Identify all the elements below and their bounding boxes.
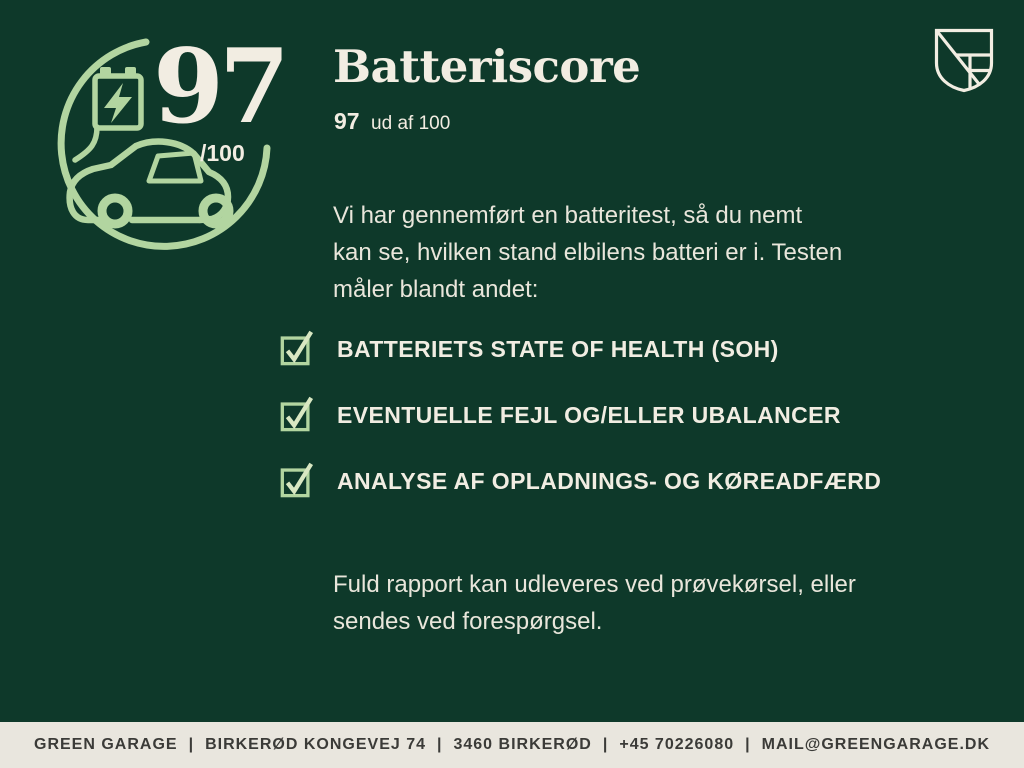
checklist-item — [279, 459, 881, 501]
charging-cable — [75, 127, 97, 160]
footer-separator: | — [745, 736, 751, 753]
checklist-item — [279, 327, 881, 369]
rear-wheel — [203, 198, 229, 224]
footer-city: 3460 BIRKERØD — [453, 736, 592, 753]
subtitle-score: 97 — [334, 108, 360, 134]
checklist — [279, 327, 881, 525]
score-subtitle — [334, 108, 450, 135]
outro-line: Fuld rapport kan udleveres ved prøvekørsel, eller — [333, 571, 856, 598]
checklist-item-label: BATTERIETS STATE OF HEALTH (SOH) — [337, 336, 779, 362]
footer-dealer-name: GREEN GARAGE — [34, 736, 178, 753]
footer-email: MAIL@GREENGARAGE.DK — [761, 736, 990, 753]
footer-separator: | — [602, 736, 609, 753]
battery-score-badge — [0, 0, 320, 270]
outro-line: sendes ved forespørgsel. — [333, 608, 603, 635]
intro-paragraph — [333, 197, 842, 308]
footer-separator: | — [437, 736, 443, 753]
front-wheel — [102, 198, 128, 224]
subtitle-score-suffix: ud af 100 — [371, 113, 451, 134]
footer-phone: +45 70226080 — [619, 736, 735, 753]
checkbox-check-icon — [279, 459, 315, 501]
page-title: Batteriscore — [333, 40, 641, 93]
badge-score-value: 97 — [153, 27, 285, 147]
footer-separator: | — [188, 736, 195, 753]
footer-contact-bar — [0, 722, 1024, 768]
green-garage-shield-logo-icon — [932, 26, 996, 94]
outro-paragraph — [333, 566, 856, 640]
badge-score-max: /100 — [200, 140, 245, 166]
checkbox-check-icon — [279, 327, 315, 369]
checklist-item — [279, 393, 881, 435]
intro-line: Vi har gennemført en batteritest, så du nemt — [333, 202, 803, 229]
checkbox-check-icon — [279, 393, 315, 435]
footer-street-address: BIRKERØD KONGEVEJ 74 — [205, 736, 426, 753]
intro-line: måler blandt andet: — [333, 276, 539, 303]
checklist-item-label: ANALYSE AF OPLADNINGS- OG KØREADFÆRD — [337, 468, 882, 494]
intro-line: kan se, hvilken stand elbilens batteri er i. Testen — [333, 239, 843, 266]
checklist-item-label: EVENTUELLE FEJL OG/ELLER UBALANCER — [337, 402, 841, 428]
